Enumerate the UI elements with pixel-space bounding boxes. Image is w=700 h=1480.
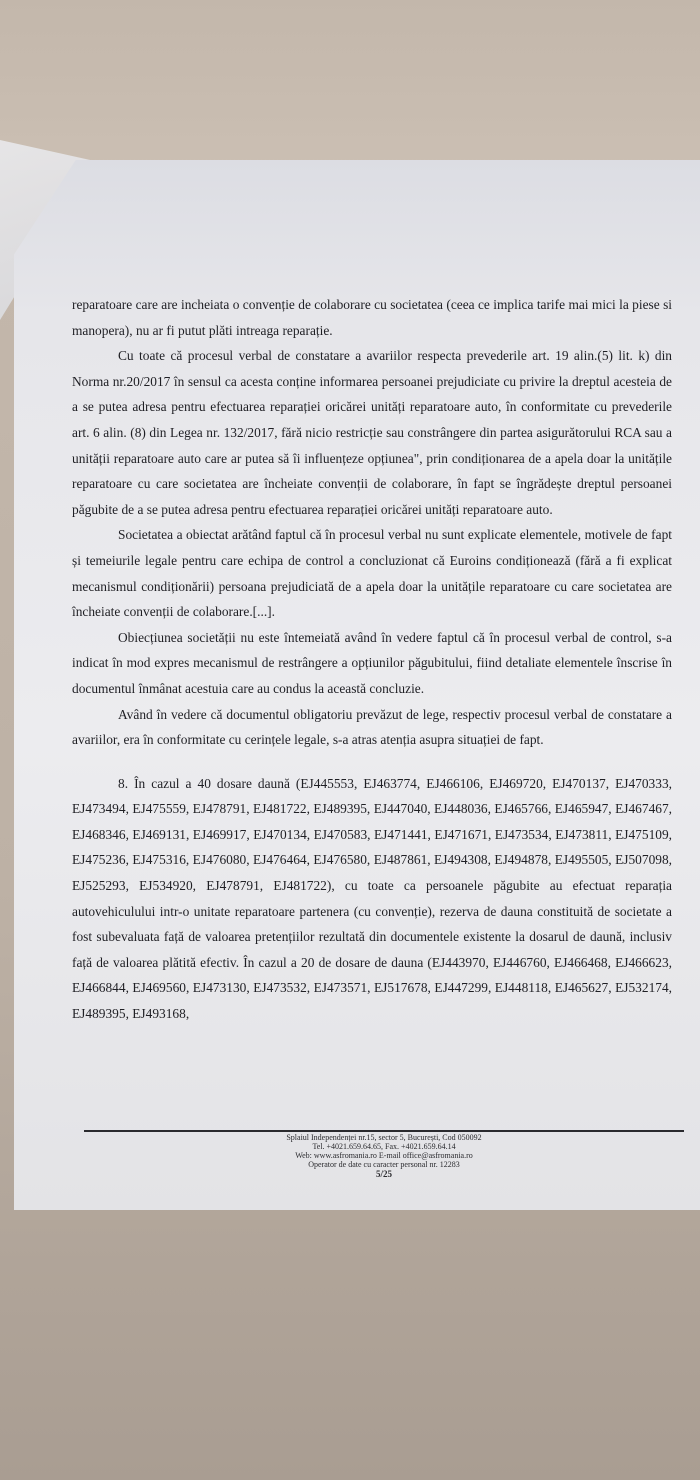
document-body xyxy=(72,292,672,1027)
footer-phone: Tel. +4021.659.64.65, Fax. +4021.659.64.14 xyxy=(312,1142,456,1151)
paragraph-process-verbal: Cu toate că procesul verbal de constatare a avariilor respecta prevederile art. 19 alin.(5) lit. k) din Norma nr.20/2017 în sensul ca acesta conține informarea persoanei prejudiciate cu privire la dreptul acesteia de a se putea adresa pentru efectuarea reparației oricărei unități reparatoare auto, în conformitate cu prevederile art. 6 alin. (8) din Legea nr. 132/2017, fără nicio restricție sau constrângere din partea asigurătorului RCA sau a unității reparatoare auto care ar putea să îi influențeze opțiunea", prin condiționarea de a apela doar la unitățile reparatoare cu care societatea are încheiate convenții de colaborare, în fapt se îngrădește dreptul persoanei păgubite de a se putea adresa pentru efectuarea reparației oricărei unități reparatoare auto. xyxy=(72,348,672,517)
table-top xyxy=(0,0,700,170)
footer-address: Splaiul Independenței nr.15, sector 5, București, Cod 050092 xyxy=(286,1133,482,1142)
paragraph-objection: Societatea a obiectat arătând faptul că în procesul verbal nu sunt explicate elementele, motivele de fapt și temeiurile legale pentru care echipa de control a concluzionat că Euroins condiționează (fără a fi explicat mecanismul condiționării) persoana prejudiciată de a apela doar la unitățile reparatoare cu care societatea are încheiate convenții de colaborare.[...]. xyxy=(72,527,672,620)
paragraph-objection-response: Obiecțiunea societății nu este întemeiată având în vedere faptul că în procesul verbal de control, s-a indicat în mod expres mecanismul de restrângere a opțiunilor păgubitului, fiind detaliate elementele înscrise în documentul înmânat acestuia care au condus la această concluzie. xyxy=(72,629,672,696)
page-footer xyxy=(84,1133,684,1179)
page-number: 5/25 xyxy=(375,1169,392,1179)
paragraph-conclusion: Având în vedere că documentul obligatoriu prevăzut de lege, respectiv procesul verbal de constatare a avariilor, era în conformitate cu cerințele legale, s-a atras atenția asupra situației de fapt. xyxy=(72,706,672,748)
paragraph-point-8: 8. În cazul a 40 dosare daună (EJ445553, EJ463774, EJ466106, EJ469720, EJ470137, EJ470333, EJ473494, EJ475559, EJ478791, EJ481722, EJ489395, EJ447040, EJ448036, EJ465766, EJ465947, EJ467467, EJ468346, EJ469131, EJ469917, EJ470134, EJ470583, EJ471441, EJ471671, EJ473534, EJ473811, EJ475109, EJ475236, EJ475316, EJ476080, EJ476464, EJ476580, EJ487861, EJ494308, EJ494878, EJ495505, EJ507098, EJ525293, EJ534920, EJ478791, EJ481722), cu toate ca persoanele păgubite au efectuat reparația autovehiculului intr-o unitate reparatoare partenera (cu convenție), rezerva de dauna constituită de societate a fost subevaluata față de valoarea pretențiilor rezultată din documentele existente la dosarul de daună, inclusiv față de valoarea plătită efectiv. În cazul a 20 de dosare de dauna (EJ443970, EJ446760, EJ466468, EJ466623, EJ466844, EJ469560, EJ473130, EJ473532, EJ473571, EJ517678, EJ447299, EJ448118, EJ465627, EJ532174, EJ489395, EJ493168, xyxy=(72,775,672,1022)
paragraph-continuation: reparatoare care are incheiata o convenție de colaborare cu societatea (ceea ce implica tarife mai mici la piese si manopera), nu ar fi putut plăti intreaga reparație. xyxy=(72,297,672,338)
footer-web: Web: www.asfromania.ro E-mail office@asfromania.ro xyxy=(295,1151,473,1160)
footer-operator: Operator de date cu caracter personal nr. 12283 xyxy=(308,1160,460,1169)
footer-divider xyxy=(84,1130,684,1132)
